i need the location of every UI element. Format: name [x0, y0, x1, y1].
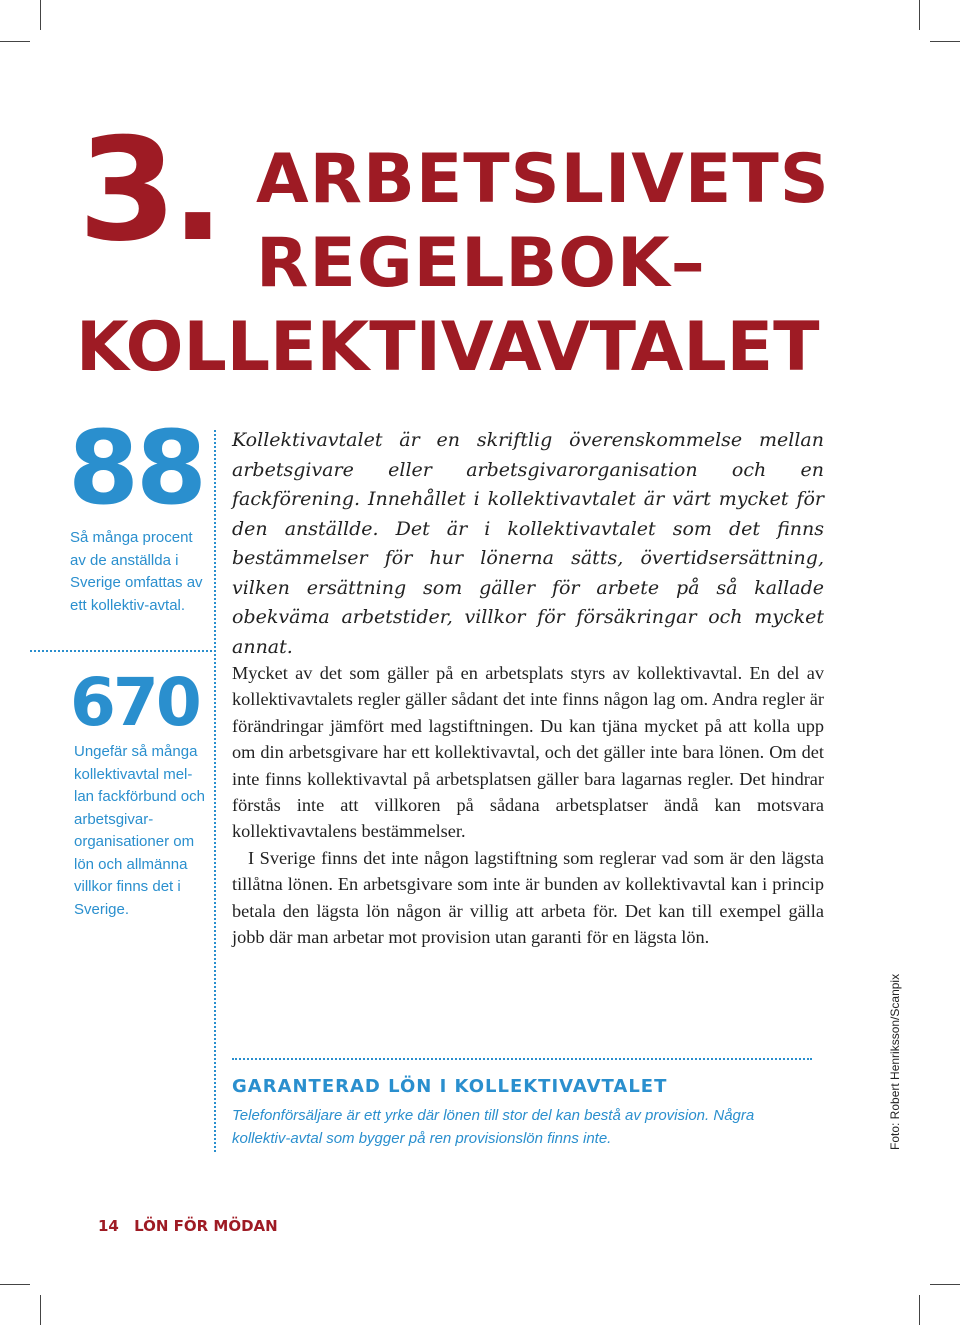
sidebar-divider-horizontal: [30, 650, 212, 652]
body-paragraph-1: Mycket av det som gäller på en arbetsplats styrs av kollektivavtal. En del av kollektivavtalets regler gäller sådant det inte finns någon lag om. Andra regler är förändringar jämfört med lagstiftningen. Du kan tjäna mycket på att kolla upp om din arbetsgivare har ett kollektivavtal, och det gäller inte bara lönen. Om det inte finns kollektivavtal på arbetsplatsen gäller bara lagarnas regler. Det hindrar förstås inte att villkoren på sådana arbetsplatser ändå kan motsvara kollektivavtalens bestämmelser.: [232, 663, 824, 842]
publication-title: LÖN FÖR MÖDAN: [134, 1217, 278, 1235]
body-text: [232, 660, 824, 950]
crop-mark: [930, 41, 960, 42]
crop-mark: [919, 1295, 920, 1325]
page-number: 14: [98, 1217, 119, 1235]
chapter-title-line-3: KOLLEKTIVAVTALET: [76, 308, 820, 387]
lead-paragraph: Kollektivavtalet är en skriftlig överenskommelse mellan arbetsgivare eller arbetsgivarorganisation och en fackförening. Innehållet i kollektivavtalet är värt mycket för den anställde. Det är i kollektivavtalet som det finns bestämmelser för hur lönerna sätts, övertidsersättning, vilken ersättning som gäller för arbete på så kallade obekväma arbetstider, villkor för försäkringar och mycket annat.: [232, 429, 824, 658]
fact-box-text: Telefonförsäljare är ett yrke där lönen till stor del kan bestå av provision. Några kollektiv-avtal som bygger på ren provisionslön finns inte.: [232, 1107, 755, 1147]
stat-caption-percent: Så många procent av de anställda i Sverige omfattas av ett kollektiv-avtal.: [70, 529, 203, 614]
crop-mark: [919, 0, 920, 30]
fact-box-divider: [232, 1058, 812, 1060]
crop-mark: [40, 1295, 41, 1325]
chapter-title-line-2: REGELBOK–: [256, 224, 706, 303]
sidebar-divider-vertical: [214, 430, 216, 1152]
body-paragraph-2: I Sverige finns det inte någon lagstiftning som reglerar vad som är den lägsta tillåtna lönen. En arbetsgivare som inte är bunden av kollektivavtal kan i princip betala den lägsta lön någon är villig att arbeta för. Det kan till exempel gälla jobb där man arbetar mot provision utan garanti för en lägsta lön.: [232, 847, 824, 948]
page-footer: [98, 1217, 278, 1235]
stat-number-agreements: 670: [70, 664, 199, 741]
crop-mark: [930, 1284, 960, 1285]
stat-number-percent: 88: [68, 409, 204, 528]
stat-caption-agreements: Ungefär så många kollektivavtal mel-lan fackförbund och arbetsgivar-organisationer om lön och allmänna villkor finns det i Sverige.: [74, 743, 205, 918]
chapter-number: 3.: [78, 108, 219, 273]
crop-mark: [0, 1284, 30, 1285]
crop-mark: [40, 0, 41, 30]
chapter-title-line-1: ARBETSLIVETS: [256, 140, 830, 219]
photo-credit: Foto: Robert Henriksson/Scanpix: [888, 973, 902, 1150]
crop-mark: [0, 41, 30, 42]
fact-box-heading: GARANTERAD LÖN I KOLLEKTIVAVTALET: [232, 1076, 668, 1097]
